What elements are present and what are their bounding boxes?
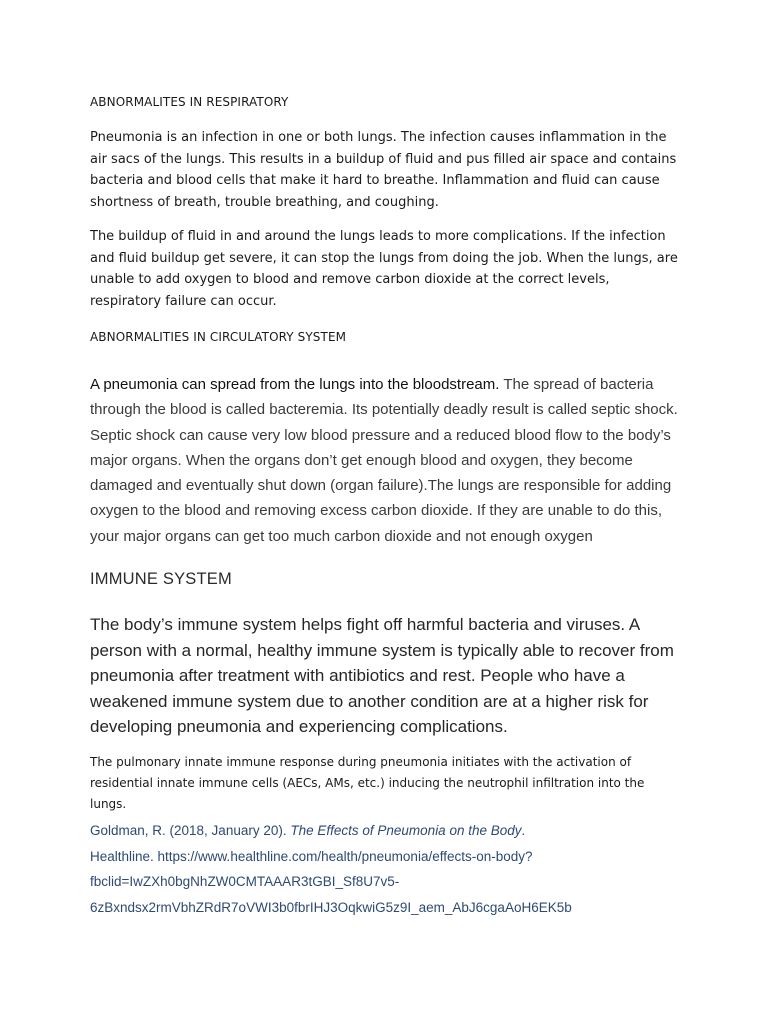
- respiratory-paragraph-1: Pneumonia is an infection in one or both lungs. The infection causes inflammation in the air sacs of the lungs. This results in a buildup of fluid and pus filled air space and contains bacteria and blood cells that make it hard to breathe. Inflammation and fluid can cause shortness of breath, trouble breathing, and coughing.: [90, 130, 677, 210]
- circulatory-lead-sentence: A pneumonia can spread from the lungs into the bloodstream.: [90, 376, 500, 393]
- circulatory-heading: ABNORMALITIES IN CIRCULATORY SYSTEM: [90, 330, 347, 344]
- immune-paragraph-1: The body’s immune system helps fight off harmful bacteria and viruses. A person with a normal, healthy immune system is typically able to recover from pneumonia after treatment with antibiotics and rest. People who have a weakened immune system due to another condition are at a higher risk for developing pneumonia and experiencing complications.: [90, 615, 674, 736]
- respiratory-paragraph-2: The buildup of fluid in and around the lungs leads to more complications. If the infection and fluid buildup get severe, it can stop the lungs from doing the job. When the lungs, are unable to add oxygen to blood and remove carbon dioxide at the correct levels, respiratory failure can occur.: [90, 229, 678, 309]
- citation-url-line-1[interactable]: Healthline. https://www.healthline.com/health/pneumonia/effects-on-body?: [90, 848, 533, 864]
- circulatory-paragraph: [90, 372, 680, 549]
- circulatory-body-text: The spread of bacteria through the blood is called bacteremia. Its potentially deadly result is called septic shock. Septic shock can cause very low blood pressure and a reduced blood flow to the body’s major organs. When the organs don’t get enough blood and oxygen, they become damaged and eventually shut down (organ failure).The lungs are responsible for adding oxygen to the blood and removing excess carbon dioxide. If they are unable to do this, your major organs can get too much carbon dioxide and not enough oxygen: [90, 376, 678, 545]
- citation-line-1: [90, 818, 680, 844]
- immune-heading: IMMUNE SYSTEM: [90, 570, 232, 588]
- citation-title-end: .: [521, 823, 526, 838]
- respiratory-heading: ABNORMALITES IN RESPIRATORY: [90, 95, 289, 109]
- citation: [90, 818, 680, 920]
- immune-paragraph-2: The pulmonary innate immune response during pneumonia initiates with the activation of residential innate immune cells (AECs, AMs, etc.) inducing the neutrophil infiltration into the lungs.: [90, 755, 645, 811]
- citation-title: The Effects of Pneumonia on the Body: [290, 823, 522, 838]
- citation-url-line-3[interactable]: 6zBxndsx2rmVbhZRdR7oVWI3b0fbrIHJ3OqkwiG5z9I_aem_AbJ6cgaAoH6EK5b: [90, 899, 572, 915]
- citation-author-date: Goldman, R. (2018, January 20).: [90, 823, 291, 838]
- citation-url-line-2[interactable]: fbclid=IwZXh0bgNhZW0CMTAAAR3tGBI_Sf8U7v5-: [90, 874, 400, 889]
